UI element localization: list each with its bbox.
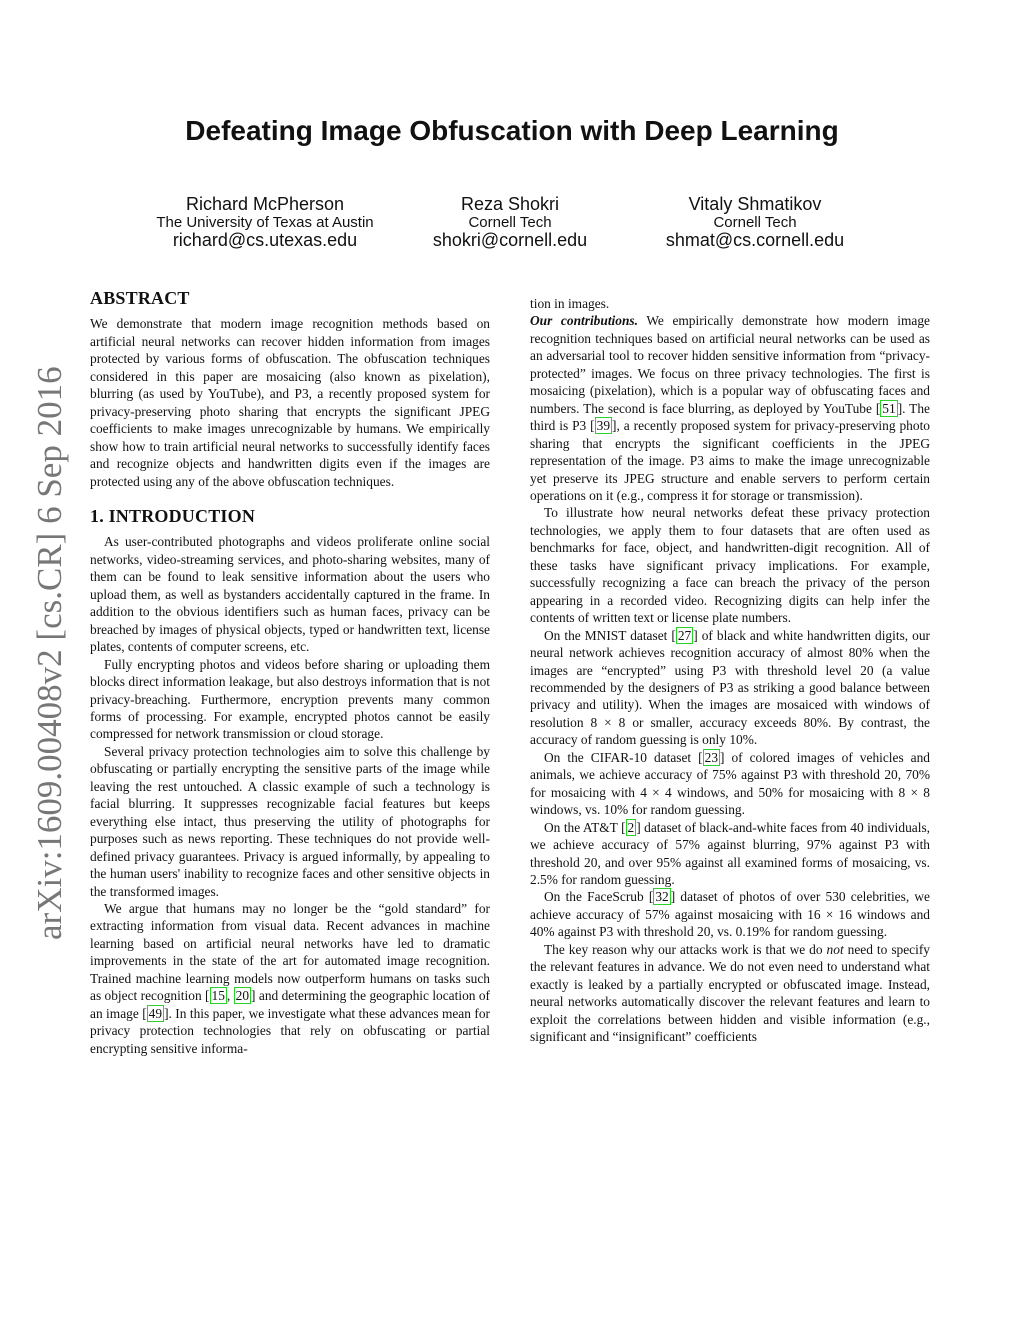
abstract-heading: ABSTRACT [90, 288, 190, 308]
contributions-heading: Our contributions. [530, 313, 638, 329]
author-affiliation: Cornell Tech [713, 213, 797, 231]
citation-link[interactable]: 15 [211, 988, 225, 1004]
paragraph-text: , a recently proposed system for privacy-preserving photo sharing that encrypts the significant coefficients in the JPEG representation of the image. P3 aims to make the image unrecognizable yet preserve its JPEG structure and enable servers to perform certain operations on it (e.g., compress it for storage or transmission). [530, 418, 930, 503]
right-column [530, 295, 930, 1045]
paragraph-text: and determining the geographic location of an image [90, 988, 491, 1021]
emphasis-text: not [826, 941, 844, 957]
datasets-paragraph: To illustrate how neural networks defeat these privacy protection technologies, we apply them to four datasets that are often used as benchmarks for face, object, and handwritten-digit recognition. All of these tasks have significant privacy implications. For example, successfully recognizing a face can breach the privacy of the person appearing in a recorded video. Recognizing digits can help infer the contents of written text or license plate numbers. [530, 505, 930, 626]
introduction-heading: 1. INTRODUCTION [90, 505, 256, 526]
author-name: Vitaly Shmatikov [688, 194, 822, 214]
contributions-paragraph: Our contributions. We empirically demonstrate how modern image recognition techniques based on artificial neural networks can be used as an adversarial tool to recover hidden sensitive information from “privacy-protected” images. We focus on three privacy technologies. The first is mosaicing (pixelation), which is a popular way of obfuscating faces and numbers. The second is face blurring, as deployed by YouTube [ 51 ]. The third is P3 [ 39 ], a recently proposed system for privacy-preserving photo sharing that encrypts the significant coefficients in the JPEG representation of the image. P3 aims to make the image unrecognizable yet preserve its JPEG structure and enable servers to perform certain operations on it (e.g., compress it for storage or transmission). [530, 313, 930, 503]
author-block-1 [150, 195, 380, 251]
intro-paragraph-3: Several privacy protection technologies aim to solve this challenge by obfuscating or partially encrypting the sensitive parts of the image while leaving the rest untouched. A classic example of such a technology is facial blurring. It suppresses recognizable facial features but keeps everything else intact, thus preserving the utility of photographs for purposes such as news reporting. These techniques do not provide well-defined privacy guarantees. Privacy is argued informally, by appealing to the human users' inability to recognize faces and other sensitive objects in the transformed images. [90, 743, 490, 899]
intro-paragraph-4: We argue that humans may no longer be the “gold standard” for extracting information from visual data. Recent advances in machine learning based on artificial neural networks have led to dramatic improvements in the state of the art for automated image recognition. Trained machine learning models now outperform humans on tasks such as object recognition [ 15 , 20 ] and determining the geographic location of an image [ 49 ]. In this paper, we investigate what these advances mean for privacy protection technologies that rely on obfuscating or partial encrypting sensitive informa- [90, 900, 491, 1056]
paragraph-text: On the FaceScrub [544, 889, 649, 905]
paragraph-text: On the AT&T [544, 819, 622, 835]
author-name: Reza Shokri [460, 194, 560, 214]
citation-link[interactable]: 39 [596, 418, 611, 434]
citation-link[interactable]: 51 [882, 400, 896, 416]
att-paragraph: On the AT&T [ 2 ] dataset of black-and-white faces from 40 individuals, we achieve accuracy of 57% against blurring, 97% against P3 with threshold 20, and over 95% against all examined forms of mosaicing, vs. 2.5% for random guessing. [530, 819, 931, 887]
paragraph-text: . The third is P3 [530, 400, 930, 434]
paragraph-text: of black and white handwritten digits, our neural network achieves recognition accuracy of almost 80% when the images are “encrypted” using P3 with threshold level 20 (a value recommended by the designers of P3 as striking a good balance between privacy and utility). When the images are mosaiced with windows of resolution 8 × 8 or smaller, accuracy exceeds 80%. By contrast, the accuracy of random guessing is only 10%. [530, 627, 930, 748]
left-column [90, 290, 490, 1057]
citation-link[interactable]: 49 [148, 1005, 163, 1021]
author-affiliation: The University of Texas at Austin [156, 213, 374, 231]
citation-link[interactable]: 32 [655, 889, 669, 905]
paper-title: Defeating Image Obfuscation with Deep Learning [185, 115, 839, 146]
author-email: richard@cs.utexas.edu [172, 230, 358, 251]
facescrub-paragraph: On the FaceScrub [ 32 ] dataset of photos of over 530 celebrities, we achieve accuracy of 57% against mosaicing with 16 × 16 windows and 40% against P3 with threshold 20, vs. 0.19% for random guessing. [530, 889, 930, 940]
paragraph-text: The key reason why our attacks work is that we do [544, 941, 827, 957]
author-email: shokri@cornell.edu [432, 230, 588, 251]
paragraph-text: On the CIFAR-10 dataset [544, 749, 699, 765]
cifar-paragraph: On the CIFAR-10 dataset [ 23 ] of colored images of vehicles and animals, we achieve accuracy of 75% against P3 with threshold 20, 70% for mosaicing with 4 × 4 windows, and 50% for mosaicing with 8 × 8 windows, vs. 10% for random guessing. [530, 749, 931, 818]
paragraph-text: On the MNIST dataset [544, 627, 672, 643]
paragraph-text: . In this paper, we investigate what these advances mean for privacy protection technologies that rely on obfuscating or partial encrypting sensitive informa- [90, 1005, 490, 1056]
author-affiliation: Cornell Tech [468, 213, 552, 231]
continued-text: tion in images. [530, 296, 610, 311]
key-reason-paragraph [530, 941, 930, 1046]
author-name: Richard McPherson [185, 194, 345, 214]
abstract-text: We demonstrate that modern image recognition methods based on artificial neural networks can recover hidden information from images protected by various forms of obfuscation. The obfuscation techniques considered in this paper are mosaicing (also known as pixelation), blurring (as used by YouTube), and P3, a recently proposed system for privacy-preserving photo sharing that encrypts the significant JPEG coefficients to make images unrecognizable by humans. We empirically show how to train artificial neural networks to successfully identify faces and recognize objects and handwritten digits even if the images are protected using any of the above obfuscation techniques. [90, 316, 490, 489]
citation-link[interactable]: 23 [704, 749, 719, 765]
citation-link[interactable]: 2 [627, 819, 635, 835]
citation-link[interactable]: 27 [677, 627, 692, 643]
citation-link[interactable]: 20 [235, 988, 250, 1004]
intro-paragraph-1: As user-contributed photographs and videos proliferate online social networks, video-streaming services, and photo-sharing websites, many of them can be found to leak sensitive information about the users who upload them, as well as bystanders accidentally captured in the frame. In addition to the obvious identifiers such as human faces, privacy can be breached by images of physical objects, typed or handwritten text, license plates, contents of computer screens, etc. [90, 534, 490, 655]
paragraph-text: of colored images of vehicles and animals, we achieve accuracy of 75% against P3 with threshold 20, 70% for mosaicing with 4 × 4 windows, and 50% for mosaicing with 8 × 8 windows, vs. 10% for random guessing. [530, 749, 931, 818]
arxiv-identifier: arXiv:1609.00408v2 [cs.CR] 6 Sep 2016 [30, 366, 69, 940]
author-block-3 [640, 195, 870, 251]
mnist-paragraph: On the MNIST dataset [ 27 ] of black and white handwritten digits, our neural network achieves recognition accuracy of almost 80% when the images are “encrypted” using P3 with threshold level 20 (a value recommended by the designers of P3 as striking a good balance between privacy and utility). When the images are mosaiced with windows of resolution 8 × 8 or smaller, accuracy exceeds 80%. By contrast, the accuracy of random guessing is only 10%. [530, 627, 930, 748]
author-email: shmat@cs.cornell.edu [665, 230, 845, 251]
paragraph-text: dataset of photos of over 530 celebrities, we achieve accuracy of 57% against mosaicing with 16 × 16 windows and 40% against P3 with threshold 20, vs. 0.19% for random guessing. [530, 889, 930, 940]
paragraph-text: need to specify the relevant features in advance. We do not even need to understand what exactly is leaked by a partially encrypted or obfuscated image. Instead, neural networks automatically discover the relevant features and learn to exploit the correlations between hidden and visible information (e.g., significant and “insignificant” coefficients [530, 941, 930, 1045]
paragraph-text: dataset of black-and-white faces from 40 individuals, we achieve accuracy of 57% against blurring, 97% against P3 with threshold 20, and over 95% against all examined forms of mosaicing, vs. 2.5% for random guessing. [530, 819, 931, 887]
paragraph-text: We argue that humans may no longer be the “gold standard” for extracting information from visual data. Recent advances in machine learning based on artificial neural networks have led to dramatic improvements in the state of the art for automated image recognition. Trained machine learning models now outperform humans on tasks such as object recognition [90, 900, 490, 1004]
paragraph-text: We empirically demonstrate how modern image recognition techniques based on artificial neural networks can be used as an adversarial tool to recover hidden sensitive information from “privacy-protected” images. We focus on three privacy technologies. The first is mosaicing (pixelation), which is a popular way of obfuscating faces and numbers. The second is face blurring, as deployed by YouTube [530, 313, 930, 416]
intro-paragraph-2: Fully encrypting photos and videos before sharing or uploading them blocks direct information leakage, but also destroys information that is not privacy-breaching. Furthermore, encryption prevents many common forms of processing. For example, encrypted photos cannot be easily compressed for network transmission or cloud storage. [90, 656, 490, 742]
author-block-2 [395, 195, 625, 251]
